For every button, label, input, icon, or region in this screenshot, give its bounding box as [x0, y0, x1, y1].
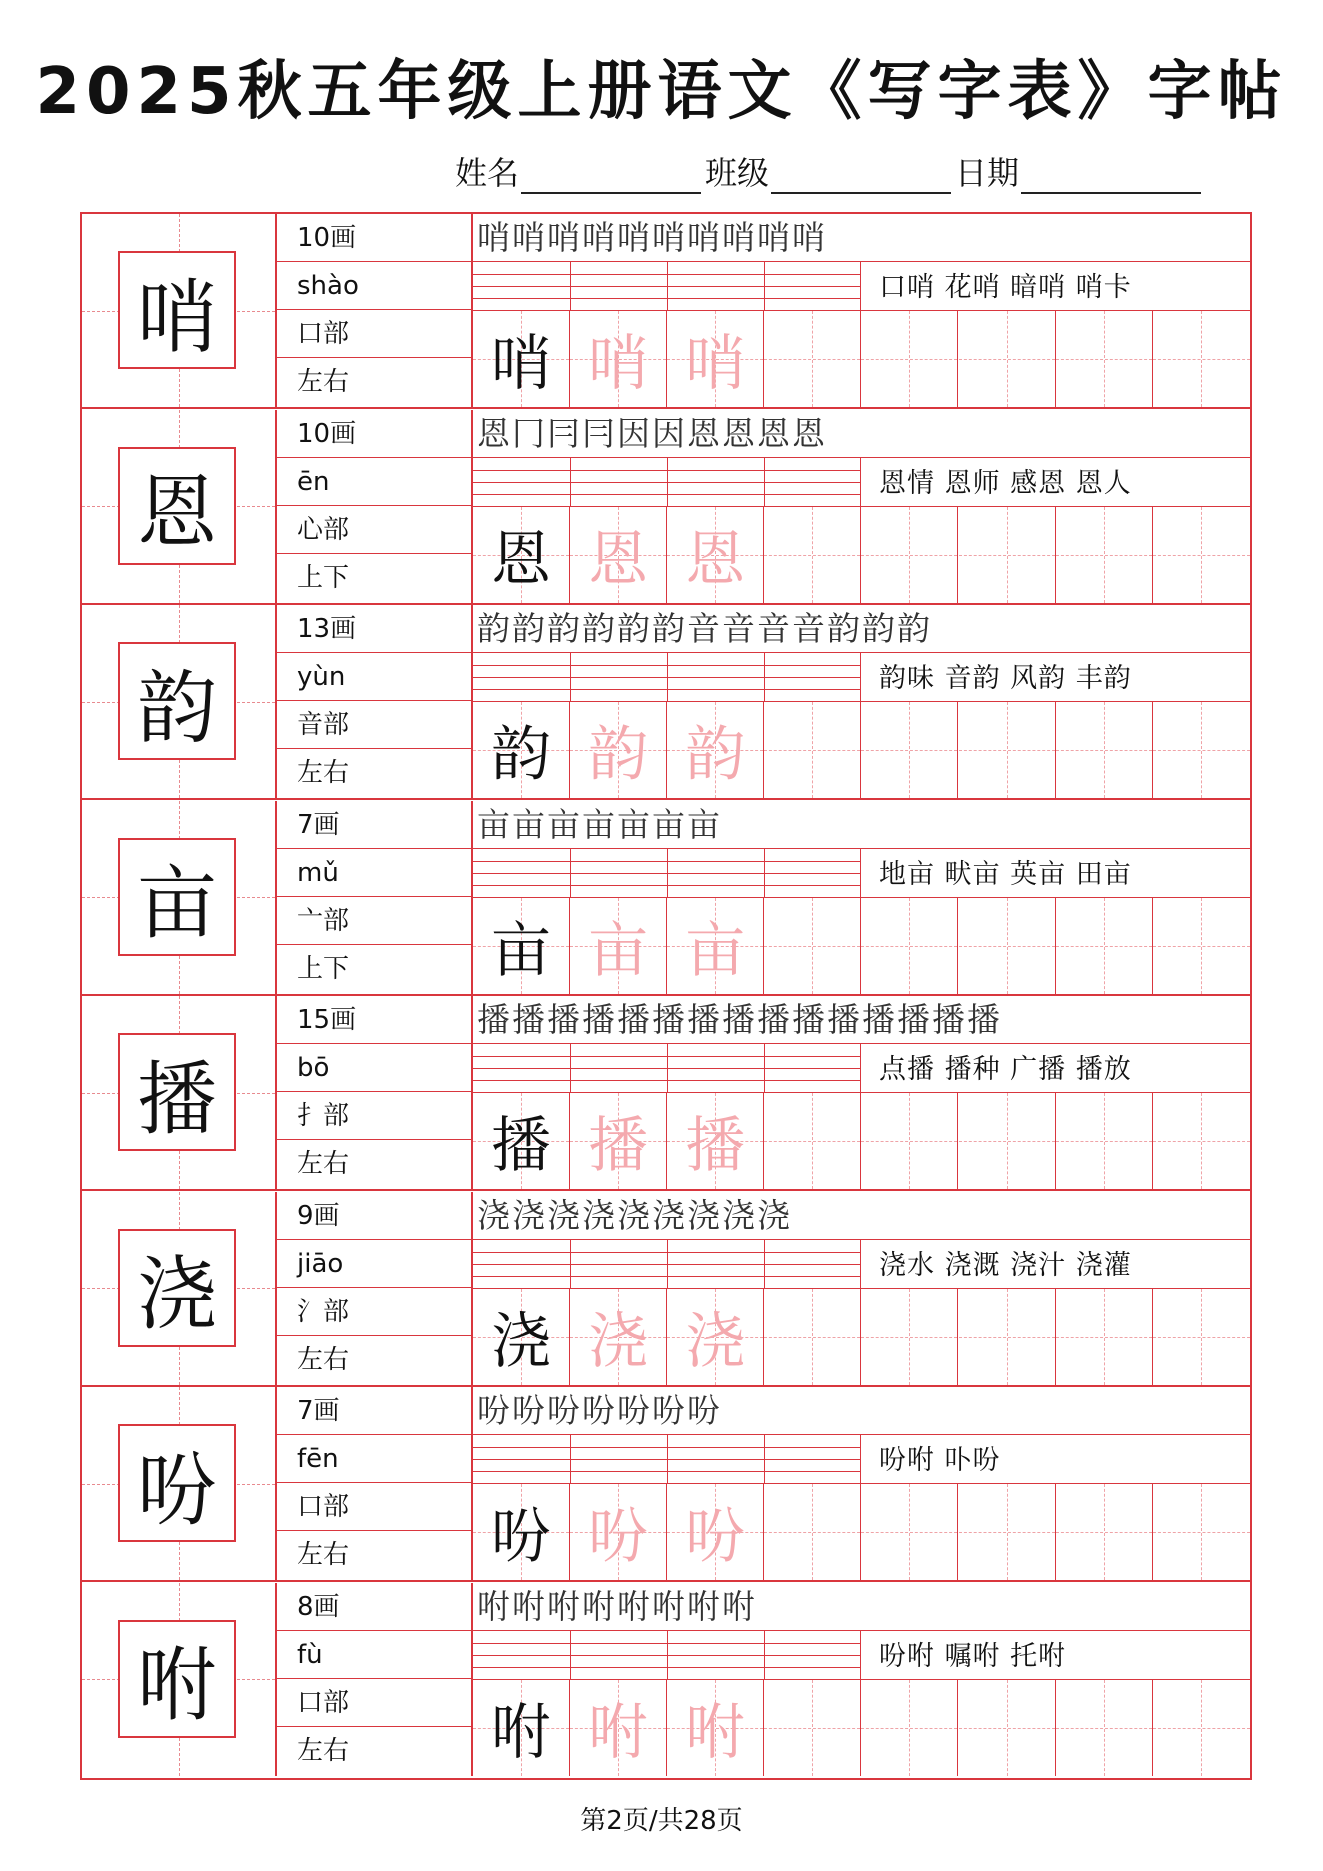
character-info: [277, 214, 473, 407]
stroke-order-sequence: 恩冂冃冃因因恩恩恩恩: [473, 410, 1250, 458]
practice-cell[interactable]: [1153, 702, 1250, 798]
stroke-order-sequence: 吩吩吩吩吩吩吩: [473, 1387, 1250, 1435]
model-character: 恩: [491, 524, 551, 595]
practice-cell[interactable]: [1056, 898, 1153, 994]
practice-cell[interactable]: [667, 311, 764, 407]
practice-cell[interactable]: [473, 702, 570, 798]
structure: 左右: [297, 367, 350, 397]
practice-cell[interactable]: [959, 1680, 1056, 1776]
character-row: [82, 605, 1250, 800]
practice-cell[interactable]: [667, 1289, 764, 1385]
practice-cell[interactable]: [570, 507, 667, 603]
practice-grid[interactable]: [473, 311, 1250, 407]
large-character-cell: [82, 605, 277, 798]
practice-cell[interactable]: [764, 1289, 861, 1385]
large-character: 亩: [118, 838, 236, 956]
practice-cell[interactable]: [667, 1093, 764, 1189]
trace-character: 恩: [685, 524, 746, 595]
practice-cell[interactable]: [570, 311, 667, 407]
practice-cell[interactable]: [473, 898, 570, 994]
radical: 心部: [277, 506, 471, 554]
practice-cell[interactable]: [764, 1484, 861, 1580]
practice-cell[interactable]: [1056, 1289, 1153, 1385]
large-character: 哨: [118, 251, 236, 369]
character-row: [82, 1583, 1250, 1778]
pinyin-writing-lines[interactable]: [473, 1435, 860, 1484]
trace-character: 咐: [685, 1697, 746, 1768]
pinyin: bō: [277, 1044, 471, 1092]
radical: 口部: [277, 1483, 471, 1531]
structure: 左右: [297, 1149, 350, 1179]
practice-grid[interactable]: [473, 1289, 1250, 1385]
practice-cell[interactable]: [473, 1484, 570, 1580]
practice-cell[interactable]: [1153, 898, 1250, 994]
practice-grid[interactable]: [473, 702, 1250, 798]
name-label: 姓名: [455, 154, 520, 192]
practice-cell[interactable]: [1153, 1289, 1250, 1385]
example-words: 地亩 畎亩 英亩 田亩: [860, 849, 1250, 898]
trace-character: 咐: [588, 1697, 649, 1768]
character-row: [82, 410, 1250, 605]
date-blank[interactable]: [1021, 162, 1201, 194]
pinyin-writing-lines[interactable]: [473, 1631, 860, 1680]
trace-character: 浇: [588, 1306, 649, 1377]
practice-grid[interactable]: [473, 1093, 1250, 1189]
large-character-cell: [82, 410, 277, 603]
model-character: 吩: [491, 1502, 551, 1572]
practice-cell[interactable]: [473, 311, 570, 407]
example-words: 浇水 浇溉 浇汁 浇灌: [860, 1240, 1250, 1289]
structure: 左右: [297, 758, 350, 788]
trace-character: 亩: [588, 915, 649, 986]
structure: 上下: [297, 953, 350, 984]
pinyin-writing-lines[interactable]: [473, 653, 860, 702]
example-words: 点播 播种 广播 播放: [860, 1044, 1250, 1093]
trace-character: 韵: [685, 720, 746, 790]
large-character-cell: [82, 996, 277, 1189]
large-character-cell: [82, 801, 277, 994]
pinyin: mǔ: [277, 849, 471, 897]
example-words: 韵味 音韵 风韵 丰韵: [860, 653, 1250, 702]
practice-cell[interactable]: [861, 311, 958, 407]
pinyin-writing-lines[interactable]: [473, 262, 860, 311]
page-title: 2025秋五年级上册语文《写字表》字帖: [35, 55, 1288, 129]
pinyin: fēn: [277, 1435, 471, 1483]
practice-cell[interactable]: [764, 1680, 861, 1776]
example-words: 口哨 花哨 暗哨 哨卡: [860, 262, 1250, 311]
practice-cell[interactable]: [1153, 507, 1250, 603]
practice-grid[interactable]: [473, 507, 1250, 603]
large-character: 播: [118, 1033, 236, 1151]
practice-grid[interactable]: [473, 898, 1250, 994]
trace-character: 韵: [588, 720, 649, 790]
practice-cell[interactable]: [1056, 702, 1153, 798]
large-character: 咐: [118, 1620, 236, 1738]
stroke-order-sequence: 哨哨哨哨哨哨哨哨哨哨: [473, 214, 1250, 262]
stroke-count: 15画: [277, 996, 471, 1044]
practice-cell[interactable]: [1056, 311, 1153, 407]
practice-cell[interactable]: [570, 1680, 667, 1776]
stroke-count: 7画: [277, 801, 471, 849]
practice-cell[interactable]: [1056, 1093, 1153, 1189]
practice-cell[interactable]: [473, 1680, 570, 1776]
character-info: [277, 996, 473, 1189]
large-character-cell: [82, 1192, 277, 1385]
practice-cell[interactable]: [1153, 311, 1250, 407]
character-row: [82, 801, 1250, 996]
pinyin-writing-lines[interactable]: [473, 1044, 860, 1093]
stroke-count: 13画: [277, 605, 471, 653]
example-words: 吩咐 嘱咐 托咐: [860, 1631, 1250, 1680]
radical: 扌部: [277, 1092, 471, 1140]
practice-cell[interactable]: [667, 1680, 764, 1776]
structure: 左右: [297, 1735, 350, 1766]
practice-cell[interactable]: [667, 507, 764, 603]
stroke-count: 7画: [277, 1387, 471, 1435]
practice-cell[interactable]: [473, 1093, 570, 1189]
model-character: 哨: [491, 329, 551, 399]
large-character: 浇: [118, 1229, 236, 1347]
practice-cell[interactable]: [861, 507, 958, 603]
practice-cell[interactable]: [473, 507, 570, 603]
stroke-count: 8画: [277, 1583, 471, 1631]
character-row: [82, 214, 1250, 409]
student-info-fields: [455, 148, 1205, 194]
practice-cell[interactable]: [959, 507, 1056, 603]
structure: 左右: [297, 1344, 350, 1375]
trace-character: 吩: [685, 1502, 746, 1572]
large-character: 吩: [118, 1424, 236, 1542]
trace-character: 亩: [685, 915, 746, 986]
practice-cell[interactable]: [570, 1093, 667, 1189]
practice-cell[interactable]: [764, 1093, 861, 1189]
practice-cell[interactable]: [861, 1680, 958, 1776]
practice-cell[interactable]: [667, 1484, 764, 1580]
practice-cell[interactable]: [667, 898, 764, 994]
radical: 亠部: [277, 897, 471, 945]
pinyin: jiāo: [277, 1240, 471, 1288]
practice-grid[interactable]: [473, 1484, 1250, 1580]
character-row: [82, 1387, 1250, 1582]
stroke-count: 10画: [277, 214, 471, 262]
practice-cell[interactable]: [570, 1484, 667, 1580]
character-info: [277, 1192, 473, 1385]
character-info: [277, 1583, 473, 1776]
pinyin-writing-lines[interactable]: [473, 849, 860, 898]
large-character-cell: [82, 214, 277, 407]
practice-cell[interactable]: [1056, 1680, 1153, 1776]
practice-grid[interactable]: [473, 1680, 1250, 1776]
practice-cell[interactable]: [861, 702, 958, 798]
trace-character: 哨: [588, 329, 649, 399]
class-blank[interactable]: [771, 162, 951, 194]
pinyin: yùn: [277, 653, 471, 701]
practice-cell[interactable]: [959, 311, 1056, 407]
stroke-count: 9画: [277, 1192, 471, 1240]
trace-character: 吩: [588, 1502, 649, 1572]
practice-cell[interactable]: [570, 898, 667, 994]
character-info: [277, 1387, 473, 1580]
practice-cell[interactable]: [861, 1093, 958, 1189]
practice-cell[interactable]: [764, 898, 861, 994]
practice-cell[interactable]: [1056, 1484, 1153, 1580]
large-character-cell: [82, 1583, 277, 1776]
model-character: 咐: [491, 1697, 551, 1768]
practice-cell[interactable]: [1153, 1484, 1250, 1580]
trace-character: 浇: [685, 1306, 746, 1377]
pinyin: ēn: [277, 458, 471, 506]
practice-cell[interactable]: [861, 1484, 958, 1580]
radical: 音部: [277, 701, 471, 749]
structure: 上下: [297, 562, 350, 593]
class-label: 班级: [705, 154, 770, 192]
practice-cell[interactable]: [764, 507, 861, 603]
radical: 口部: [277, 1679, 471, 1727]
trace-character: 播: [588, 1111, 649, 1181]
radical: 口部: [277, 310, 471, 358]
date-label: 日期: [955, 154, 1020, 192]
example-words: 恩情 恩师 感恩 恩人: [860, 458, 1250, 507]
practice-cell[interactable]: [1056, 507, 1153, 603]
large-character: 韵: [118, 642, 236, 760]
practice-cell[interactable]: [764, 311, 861, 407]
character-row: [82, 1192, 1250, 1387]
model-character: 播: [491, 1111, 551, 1181]
practice-cell[interactable]: [959, 1093, 1056, 1189]
pinyin: fù: [277, 1631, 471, 1679]
page-footer: 第2页/共28页: [580, 1806, 743, 1836]
practice-cell[interactable]: [473, 1289, 570, 1385]
pinyin-writing-lines[interactable]: [473, 458, 860, 507]
practice-cell[interactable]: [570, 1289, 667, 1385]
large-character: 恩: [118, 447, 236, 565]
pinyin: shào: [277, 262, 471, 310]
stroke-order-sequence: 咐咐咐咐咐咐咐咐: [473, 1583, 1250, 1631]
practice-cell[interactable]: [1153, 1680, 1250, 1776]
practice-cell[interactable]: [764, 702, 861, 798]
character-info: [277, 410, 473, 603]
character-info: [277, 801, 473, 994]
stroke-order-sequence: 韵韵韵韵韵韵音音音音韵韵韵: [473, 605, 1250, 653]
trace-character: 播: [685, 1111, 746, 1181]
character-info: [277, 605, 473, 798]
practice-cell[interactable]: [959, 702, 1056, 798]
practice-cell[interactable]: [959, 1484, 1056, 1580]
character-row: [82, 996, 1250, 1191]
stroke-order-sequence: 浇浇浇浇浇浇浇浇浇: [473, 1192, 1250, 1240]
example-words: 吩咐 卟吩: [860, 1435, 1250, 1484]
practice-cell[interactable]: [570, 702, 667, 798]
practice-cell[interactable]: [861, 1289, 958, 1385]
practice-cell[interactable]: [1153, 1093, 1250, 1189]
stroke-order-sequence: 亩亩亩亩亩亩亩: [473, 801, 1250, 849]
trace-character: 哨: [685, 329, 746, 399]
trace-character: 恩: [588, 524, 649, 595]
structure: 左右: [297, 1540, 350, 1570]
practice-cell[interactable]: [959, 1289, 1056, 1385]
practice-sheet: [80, 212, 1252, 1780]
large-character-cell: [82, 1387, 277, 1580]
model-character: 韵: [491, 720, 551, 790]
radical: 氵部: [277, 1288, 471, 1336]
practice-cell[interactable]: [667, 702, 764, 798]
stroke-order-sequence: 播播播播播播播播播播播播播播播: [473, 996, 1250, 1044]
model-character: 亩: [491, 915, 551, 986]
stroke-count: 10画: [277, 410, 471, 458]
name-blank[interactable]: [521, 162, 701, 194]
model-character: 浇: [491, 1306, 551, 1377]
practice-cell[interactable]: [959, 898, 1056, 994]
practice-cell[interactable]: [861, 898, 958, 994]
pinyin-writing-lines[interactable]: [473, 1240, 860, 1289]
